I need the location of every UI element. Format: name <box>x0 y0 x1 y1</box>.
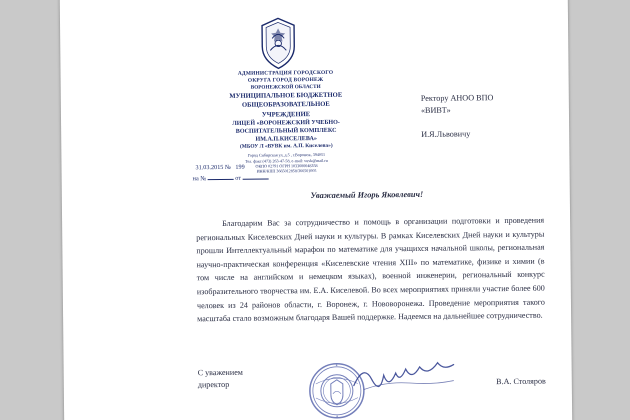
paper-sheet <box>60 0 573 420</box>
reference-reply-blank <box>208 172 234 180</box>
letterhead <box>191 69 382 175</box>
signature-position: директор <box>197 379 230 390</box>
reference-from-blank <box>242 171 268 179</box>
letterhead-line-1: АДМИНИСТРАЦИЯ ГОРОДСКОГО <box>237 69 334 77</box>
reference-number-value: 199 <box>235 163 245 171</box>
reference-reply-row <box>193 171 269 183</box>
signature-closing: С уважением <box>197 367 243 378</box>
handwritten-signature <box>350 355 460 398</box>
coat-of-arms-icon <box>256 16 301 70</box>
addressee-line-1: Ректору АНОО ВПО <box>420 93 494 103</box>
letterhead-line-6: УЧРЕЖДЕНИЕ <box>261 110 311 119</box>
letterhead-line-8: ВОСПИТАТЕЛЬНЫЙ КОМПЛЕКС <box>235 127 337 136</box>
letterhead-okpo: ОКПО 02791 ОГРН 1033600048358 <box>255 162 318 169</box>
reference-date-value: 31.03.2015 <box>195 163 224 172</box>
salutation: Уважаемый Игорь Яковлевич! <box>310 189 424 201</box>
addressee-block <box>421 91 571 141</box>
letterhead-line-3: ВОРОНЕЖСКОЙ ОБЛАСТИ <box>250 83 321 91</box>
signature-name: В.А. Столяров <box>496 376 546 387</box>
letterhead-line-4: МУНИЦИПАЛЬНОЕ БЮДЖЕТНОЕ <box>229 91 343 100</box>
addressee-line-4: И.Я.Львовичу <box>421 129 471 139</box>
letterhead-phone: Тел. факс (473) 263-47-58, e-mail: vuvk@mail.ru <box>245 157 328 164</box>
reference-block <box>192 162 268 183</box>
letterhead-line-10: (МБОУ Л «ВУВК им. А.П. Киселева») <box>239 143 333 151</box>
letterhead-line-9: ИМ.А.П.КИСЕЛЕВА» <box>255 136 318 143</box>
addressee-line-2: «ВИВТ» <box>420 105 451 115</box>
letter-body-paragraph: Благодарим Вас за сотрудничество и помощь в организации подготовки и проведения региональных Киселевских Дней науки и культуры. В рамках Киселевских Дней науки и культуры прошли Интеллектуальный марафон по математике для учащихся начальной школы, региональная научно-практическая конференция «Киселевские чтения XIII» по математике, физике и химии (в том числе на английском и немецком языках), военной инженерии, региональный конкурс изобразительного творчества им. Е.А. Киселевой. Во всех мероприятиях приняли участие более 600 человек из 24 районов области, г. Воронеж, г. Нововоронежа. Проведение мероприятия такого масштаба стало возможным благодаря Вашей поддержке. Надеемся на дальнейшее сотрудничество. <box>196 215 545 324</box>
letterhead-inn: ИНН/КПП 3665012858/366501005 <box>256 168 317 174</box>
letterhead-line-2: ОКРУГА ГОРОД ВОРОНЕЖ <box>247 76 324 84</box>
reference-from-label: от <box>235 174 242 182</box>
letter-body <box>196 214 545 326</box>
reference-reply-label: на № <box>192 175 207 183</box>
letterhead-line-5: ОБЩЕОБРАЗОВАТЕЛЬНОЕ <box>241 101 330 110</box>
letterhead-address: Город Сибирская ул, д.5 , г.Воронеж, 394051 <box>247 152 326 159</box>
letterhead-line-7: ЛИЦЕЙ «ВОРОНЕЖСКИЙ УЧЕБНО- <box>232 119 340 128</box>
reference-number-label: № <box>224 163 231 171</box>
